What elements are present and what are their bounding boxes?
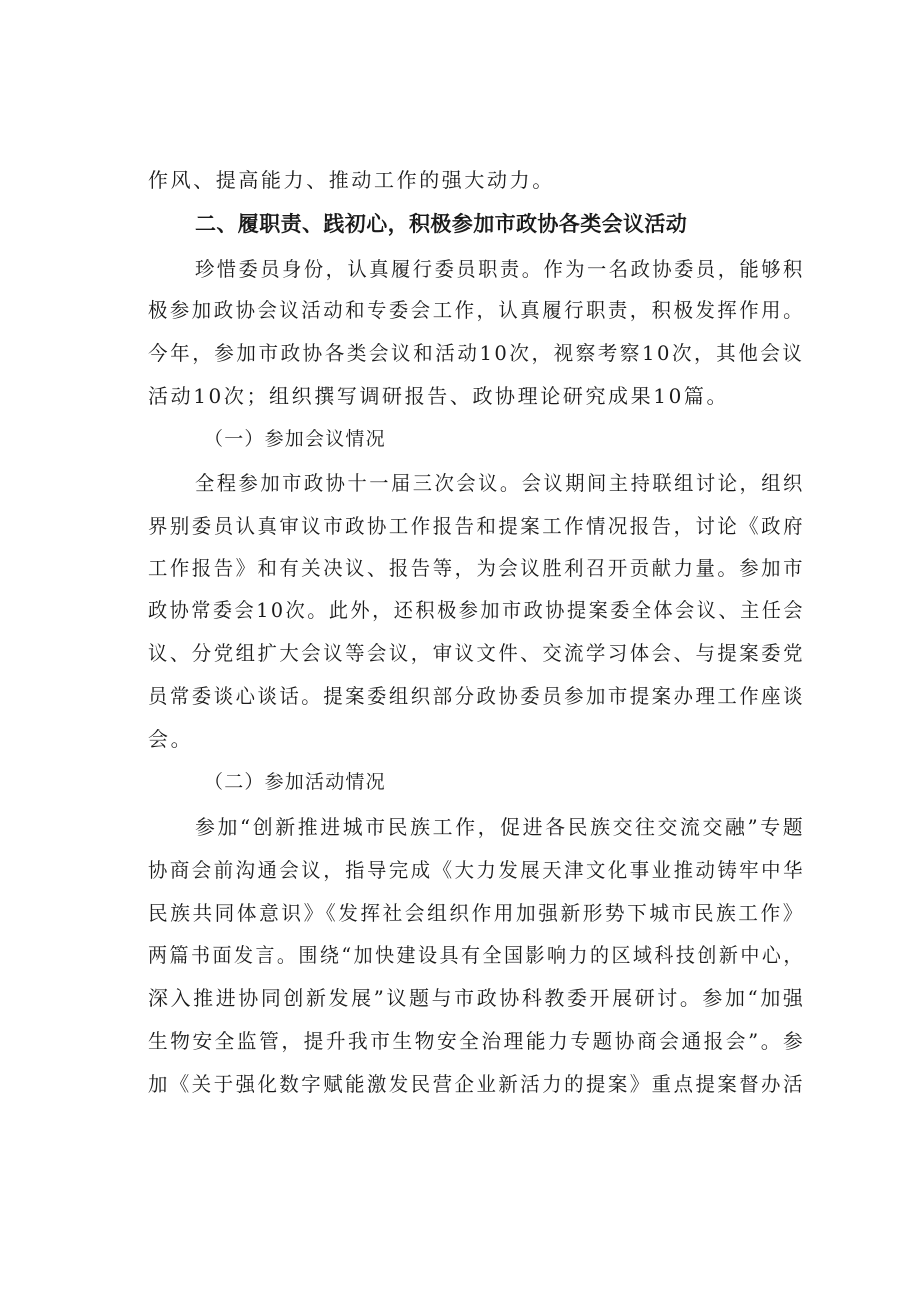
paragraph-line: 活动10次；组织撰写调研报告、政协理论研究成果10篇。	[148, 384, 730, 408]
paragraph-line: 珍惜委员身份，认真履行委员职责。作为一名政协委员，能够积	[195, 257, 805, 281]
paragraph-line: 员常委谈心谈话。提案委组织部分政协委员参加市提案办理工作座谈	[148, 684, 805, 708]
paragraph-line: 生物安全监管，提升我市生物安全治理能力专题协商会通报会”。参	[148, 1029, 806, 1053]
paragraph-line: 全程参加市政协十一届三次会议。会议期间主持联组讨论，组织	[195, 471, 805, 495]
section-heading: 二、履职责、践初心，积极参加市政协各类会议活动	[195, 212, 688, 236]
paragraph-line: 参加“创新推进城市民族工作，促进各民族交往交流交融”专题	[195, 815, 806, 839]
paragraph-line: 作风、提高能力、推动工作的强大动力。	[148, 168, 555, 192]
paragraph-line: 界别委员认真审议市政协工作报告和提案工作情况报告，讨论《政府	[148, 514, 805, 538]
paragraph-line: 会。	[148, 727, 194, 751]
paragraph-line: 深入推进协同创新发展”议题与市政协科教委开展研讨。参加“加强	[148, 986, 806, 1010]
paragraph-line: 政协常委会10次。此外，还积极参加市政协提案委全体会议、主任会	[148, 598, 806, 622]
paragraph-line: 协商会前沟通会议，指导完成《大力发展天津文化事业推动铸牢中华	[148, 858, 805, 882]
paragraph-line: 工作报告》和有关决议、报告等，为会议胜利召开贡献力量。参加市	[148, 556, 805, 580]
paragraph-line: 极参加政协会议活动和专委会工作，认真履行职责，积极发挥作用。	[148, 298, 805, 322]
paragraph-line: 今年，参加市政协各类会议和活动10次，视察考察10次，其他会议	[148, 341, 805, 365]
subheading-meetings: （一）参加会议情况	[204, 428, 386, 450]
paragraph-line: 两篇书面发言。围绕“加快建设具有全国影响力的区域科技创新中心，	[148, 943, 805, 967]
paragraph-line: 加《关于强化数字赋能激发民营企业新活力的提案》重点提案督办活	[148, 1072, 805, 1096]
subheading-activities: （二）参加活动情况	[204, 771, 386, 793]
paragraph-line: 议、分党组扩大会议等会议，审议文件、交流学习体会、与提案委党	[148, 641, 805, 665]
paragraph-line: 民族共同体意识》《发挥社会组织作用加强新形势下城市民族工作》	[148, 901, 805, 925]
